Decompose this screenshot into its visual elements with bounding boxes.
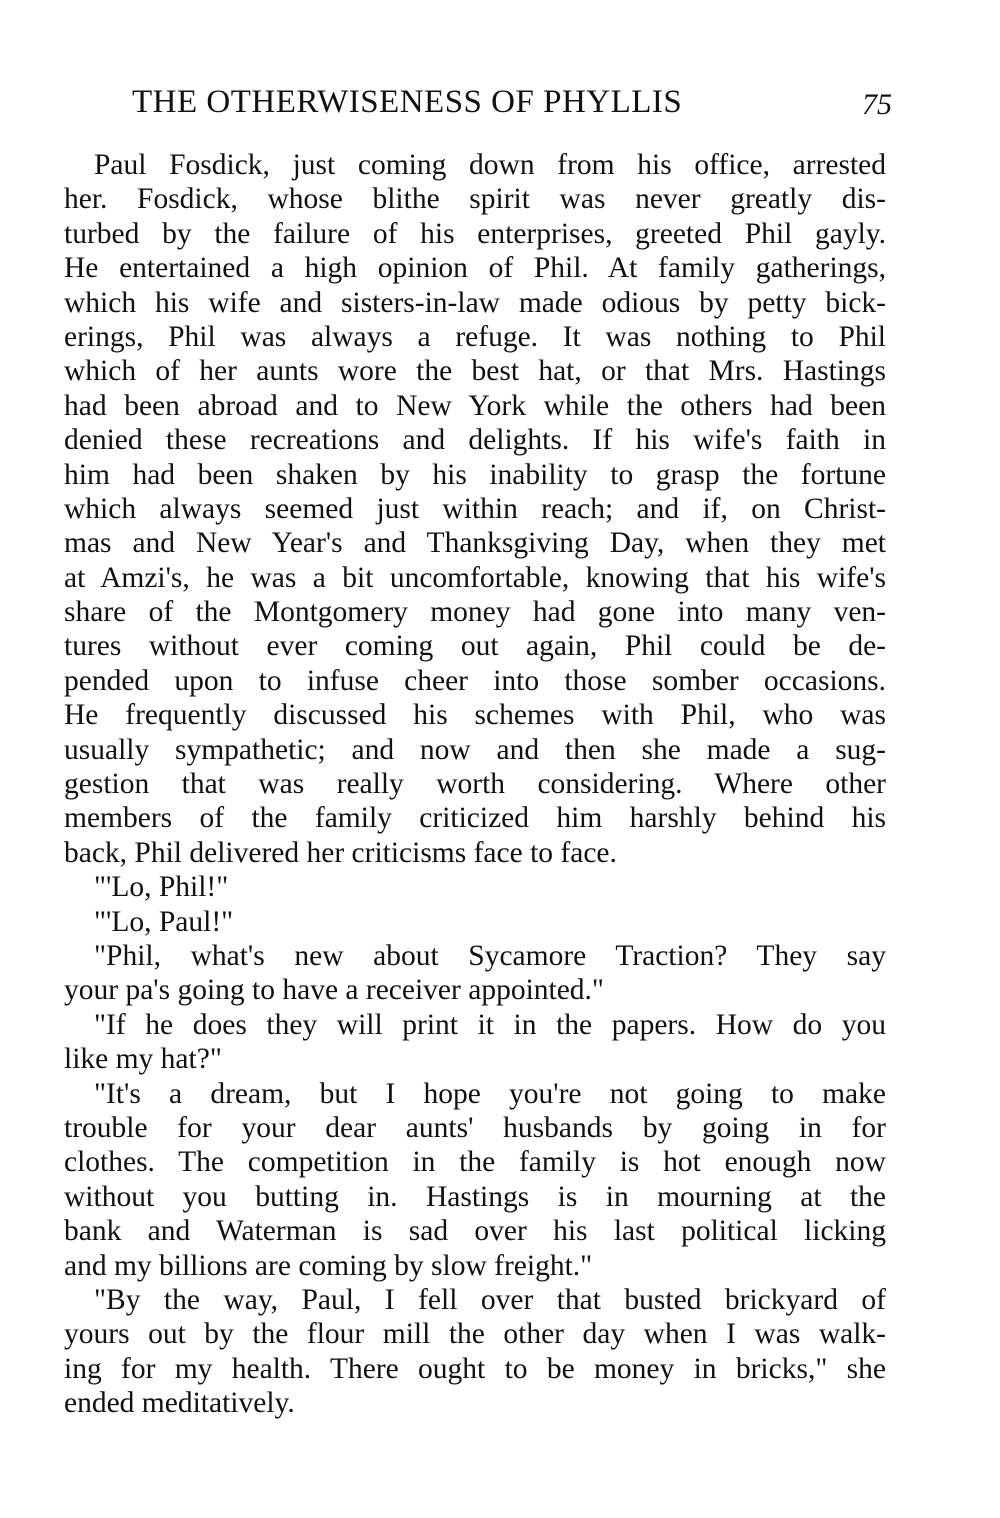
text-line: denied these recreations and delights. If his wife's faith in — [64, 424, 886, 457]
text-line: which of her aunts wore the best hat, or that Mrs. Hastings — [64, 355, 886, 388]
text-line: pended upon to infuse cheer into those somber occasions. — [64, 664, 886, 697]
running-head: THE OTHERWISENESS OF PHYLLIS — [132, 84, 683, 120]
text-line: "'Lo, Phil!" — [94, 871, 229, 904]
text-line: trouble for your dear aunts' husbands by going in for — [64, 1111, 886, 1144]
page-number: 75 — [862, 88, 892, 121]
text-line: at Amzi's, he was a bit uncomfortable, knowing that his wife's — [64, 561, 886, 594]
text-line: like my hat?" — [64, 1043, 222, 1076]
text-line: mas and New Year's and Thanksgiving Day, when they met — [64, 527, 886, 560]
text-line: "'Lo, Paul!" — [94, 905, 234, 938]
text-line: usually sympathetic; and now and then she made a sug- — [64, 733, 886, 766]
text-line: which always seemed just within reach; and if, on Christ- — [64, 492, 886, 525]
text-line: her. Fosdick, whose blithe spirit was never greatly dis- — [64, 183, 886, 216]
text-line: He entertained a high opinion of Phil. At family gatherings, — [64, 252, 886, 285]
text-line: yours out by the flour mill the other day when I was walk- — [64, 1318, 886, 1351]
text-line: which his wife and sisters-in-law made odious by petty bick- — [64, 286, 886, 319]
text-line: your pa's going to have a receiver appointed." — [64, 974, 604, 1007]
text-line: Paul Fosdick, just coming down from his office, arrested — [94, 149, 886, 181]
text-line: "If he does they will print it in the papers. How do you — [94, 1008, 886, 1041]
text-line: clothes. The competition in the family is hot enough now — [64, 1146, 886, 1179]
text-line: "Phil, what's new about Sycamore Traction? They say — [94, 939, 886, 972]
text-line: ing for my health. There ought to be money in bricks," she — [64, 1352, 886, 1385]
text-line: turbed by the failure of his enterprises, greeted Phil gayly. — [64, 217, 886, 250]
text-line: "It's a dream, but I hope you're not going to make — [94, 1077, 886, 1110]
text-line: erings, Phil was always a refuge. It was nothing to Phil — [64, 320, 886, 353]
text-line: had been abroad and to New York while the others had been — [64, 389, 886, 422]
text-line: He frequently discussed his schemes with Phil, who was — [64, 699, 886, 732]
text-line: share of the Montgomery money had gone into many ven- — [64, 596, 886, 629]
text-line: back, Phil delivered her criticisms face to face. — [64, 836, 617, 869]
text-line: and my billions are coming by slow freight." — [64, 1249, 593, 1282]
text-line: members of the family criticized him harshly behind his — [64, 802, 886, 835]
text-line: without you butting in. Hastings is in mourning at the — [64, 1180, 886, 1213]
text-line: him had been shaken by his inability to grasp the fortune — [64, 458, 886, 491]
text-line: tures without ever coming out again, Phil could be de- — [64, 630, 886, 663]
body-text — [64, 148, 886, 1420]
text-line: "By the way, Paul, I fell over that busted brickyard of — [94, 1283, 886, 1316]
text-line: bank and Waterman is sad over his last political licking — [64, 1215, 886, 1248]
page-header — [132, 84, 892, 132]
text-line: gestion that was really worth considering. Where other — [64, 768, 886, 801]
text-line: ended meditatively. — [64, 1387, 295, 1420]
